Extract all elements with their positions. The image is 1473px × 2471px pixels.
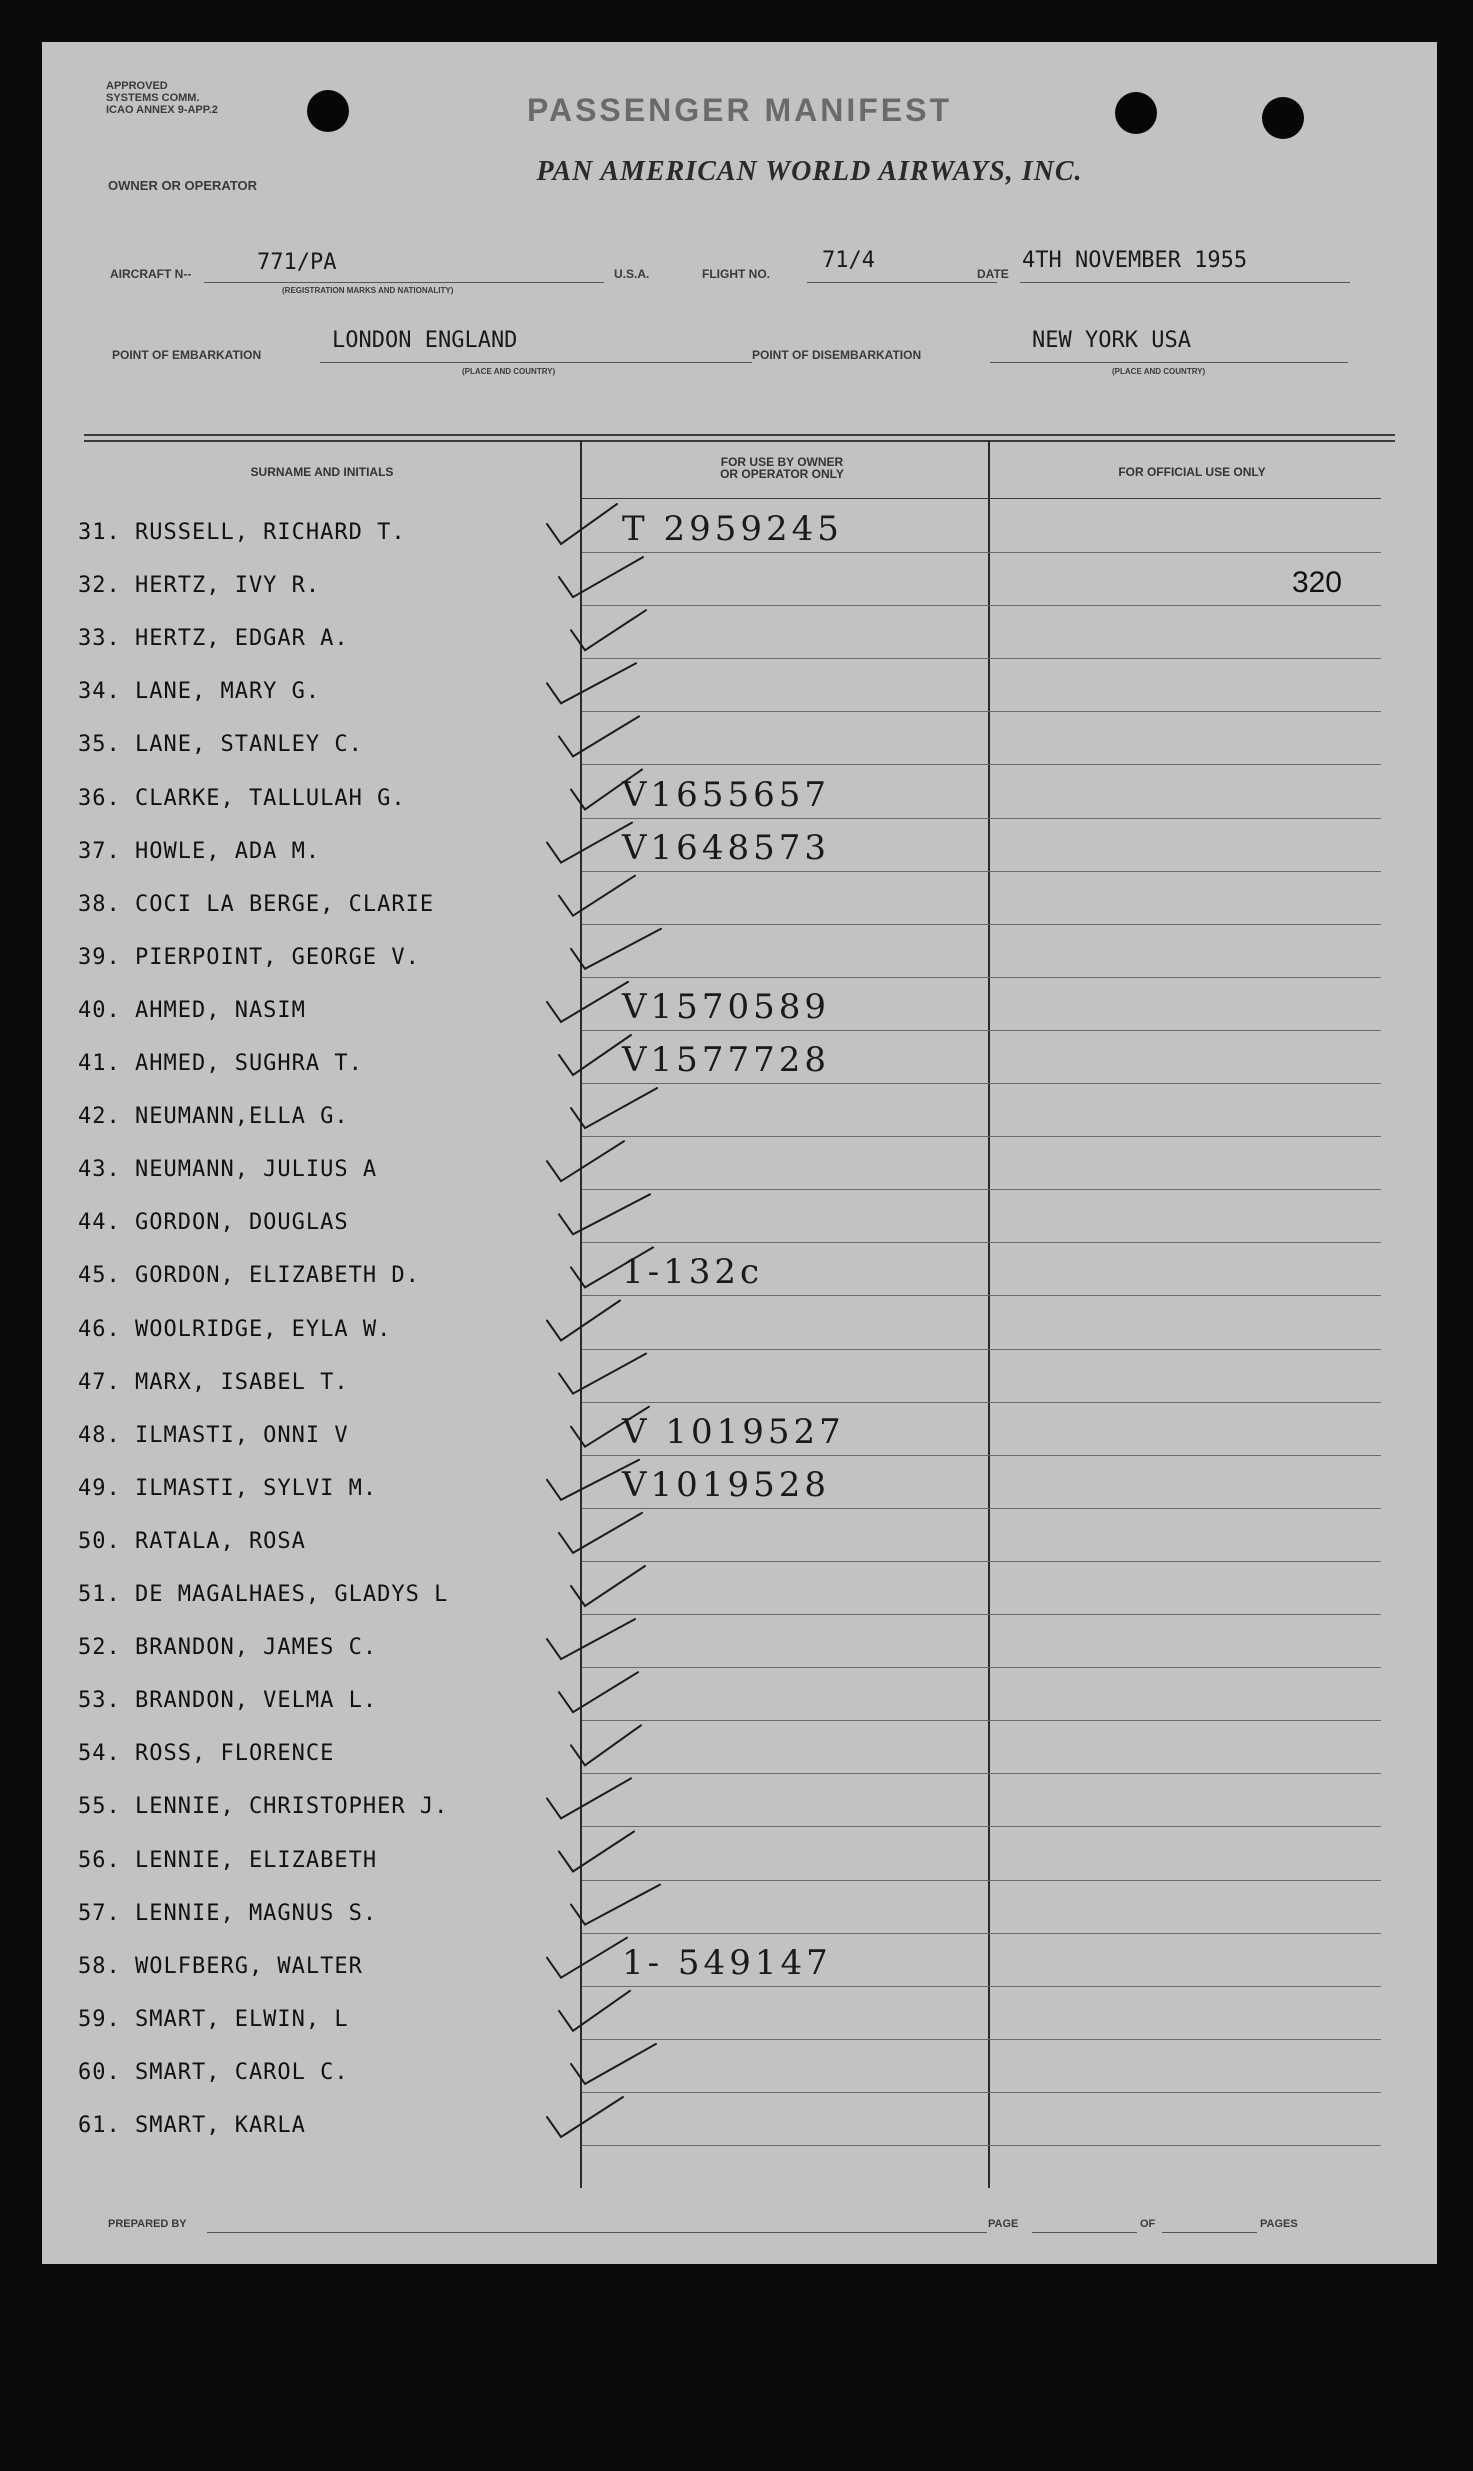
usa-label: U.S.A. — [614, 267, 650, 281]
passport-number: V 1019527 — [622, 1411, 845, 1452]
passenger-name: 58. WOLFBERG, WALTER — [78, 1953, 363, 1979]
passenger-name: 59. SMART, ELWIN, L — [78, 2006, 349, 2032]
check-mark — [559, 557, 643, 597]
surname-column-header: SURNAME AND INITIALS — [250, 465, 394, 479]
passenger-name: 47. MARX, ISABEL T. — [78, 1369, 349, 1395]
passport-number: V1019528 — [622, 1464, 830, 1505]
operator-name: PAN AMERICAN WORLD AIRWAYS, INC. — [536, 156, 1083, 187]
aircraft-label: AIRCRAFT N-- — [110, 267, 192, 281]
passenger-name: 48. ILMASTI, ONNI V — [78, 1422, 349, 1448]
official-column-header: FOR OFFICIAL USE ONLY — [1118, 465, 1266, 479]
check-mark — [571, 929, 661, 969]
owner-column-header-1: FOR USE BY OWNER — [720, 455, 844, 469]
check-mark — [571, 2044, 656, 2084]
passenger-name: 49. ILMASTI, SYLVI M. — [78, 1475, 378, 1501]
passenger-name: 39. PIERPOINT, GEORGE V. — [78, 944, 420, 970]
passenger-name: 38. COCI LA BERGE, CLARIE — [78, 891, 435, 917]
embarkation-sub-label: (PLACE AND COUNTRY) — [462, 367, 556, 376]
check-mark — [547, 982, 628, 1022]
passport-number: 1-132c — [622, 1252, 764, 1293]
check-mark — [559, 1035, 631, 1075]
passenger-name: 53. BRANDON, VELMA L. — [78, 1688, 378, 1714]
check-mark — [559, 1354, 646, 1394]
passenger-name: 44. GORDON, DOUGLAS — [78, 1210, 349, 1236]
passport-number: T 2959245 — [622, 509, 843, 549]
pages-label: PAGES — [1260, 2218, 1298, 2230]
approval-stamp: APPROVED SYSTEMS COMM. ICAO ANNEX 9-APP.2 — [106, 80, 218, 116]
prepared-by-underline — [207, 2232, 987, 2233]
passenger-name: 42. NEUMANN,ELLA G. — [78, 1104, 349, 1130]
check-mark — [547, 1301, 620, 1341]
check-mark — [559, 876, 635, 916]
handwritten-checkmarks — [42, 42, 1437, 2264]
disembarkation-value: NEW YORK USA — [1032, 328, 1191, 353]
flight-value: 71/4 — [822, 248, 875, 273]
check-mark — [547, 823, 632, 863]
check-mark — [559, 1991, 630, 2031]
passenger-name: 40. AHMED, NASIM — [78, 997, 306, 1023]
of-label: OF — [1140, 2218, 1156, 2230]
check-mark — [571, 1885, 660, 1925]
passenger-name: 43. NEUMANN, JULIUS A — [78, 1157, 378, 1183]
check-mark — [571, 1725, 641, 1765]
check-mark — [571, 1566, 645, 1606]
passenger-name: 55. LENNIE, CHRISTOPHER J. — [78, 1794, 449, 1820]
check-mark — [547, 2097, 623, 2137]
check-mark — [547, 1619, 635, 1659]
passenger-name: 36. CLARKE, TALLULAH G. — [78, 785, 406, 811]
check-mark — [559, 1194, 650, 1234]
passport-number: V1577728 — [622, 1040, 830, 1080]
aircraft-sub-label: (REGISTRATION MARKS AND NATIONALITY) — [282, 286, 454, 295]
aircraft-value: 771/PA — [257, 250, 337, 275]
page-label: PAGE — [988, 2218, 1019, 2230]
check-mark — [571, 1407, 649, 1447]
check-mark — [559, 716, 639, 756]
passenger-name: 35. LANE, STANLEY C. — [78, 732, 363, 758]
prepared-by-label: PREPARED BY — [108, 2218, 187, 2230]
passenger-name: 61. SMART, KARLA — [78, 2113, 306, 2138]
check-mark — [571, 610, 646, 650]
passenger-name: 56. LENNIE, ELIZABETH — [78, 1847, 378, 1873]
passenger-name: 41. AHMED, SUGHRA T. — [78, 1051, 363, 1076]
passenger-name: 32. HERTZ, IVY R. — [78, 573, 321, 599]
check-mark — [547, 504, 617, 544]
passport-number: V1570589 — [622, 986, 830, 1027]
passenger-name: 50. RATALA, ROSA — [78, 1528, 306, 1554]
check-mark — [571, 770, 642, 810]
passenger-name: 31. RUSSELL, RICHARD T. — [78, 520, 406, 545]
passenger-name: 60. SMART, CAROL C. — [78, 2059, 349, 2085]
disembarkation-sub-label: (PLACE AND COUNTRY) — [1112, 367, 1206, 376]
passenger-name: 33. HERTZ, EDGAR A. — [78, 626, 349, 652]
check-mark — [547, 1141, 624, 1181]
owner-column-header-2: OR OPERATOR ONLY — [720, 467, 844, 481]
passport-number: V1655657 — [622, 774, 830, 815]
page-underline — [1032, 2232, 1137, 2233]
check-mark — [547, 1938, 627, 1978]
date-value: 4TH NOVEMBER 1955 — [1022, 248, 1248, 273]
passenger-name: 46. WOOLRIDGE, EYLA W. — [78, 1316, 392, 1342]
check-mark — [571, 1247, 653, 1287]
embarkation-value: LONDON ENGLAND — [332, 328, 518, 353]
disembarkation-label: POINT OF DISEMBARKATION — [752, 348, 922, 362]
passport-number: V1648573 — [622, 827, 830, 868]
manifest-sheet — [42, 42, 1437, 2264]
check-mark — [547, 1778, 631, 1818]
check-mark — [547, 663, 636, 703]
passenger-name: 51. DE MAGALHAES, GLADYS L — [78, 1582, 449, 1607]
passenger-name: 52. BRANDON, JAMES C. — [78, 1635, 378, 1661]
date-label: DATE — [977, 267, 1009, 281]
passenger-name: 45. GORDON, ELIZABETH D. — [78, 1263, 420, 1289]
document-title: PASSENGER MANIFEST — [527, 92, 952, 128]
passenger-name: 34. LANE, MARY G. — [78, 679, 321, 705]
official-annotation: 320 — [1291, 566, 1342, 600]
owner-label: OWNER OR OPERATOR — [108, 178, 258, 193]
check-mark — [547, 1460, 639, 1500]
passenger-name: 37. HOWLE, ADA M. — [78, 838, 321, 864]
passport-number: 1- 549147 — [622, 1942, 832, 1983]
check-mark — [559, 1672, 638, 1712]
check-mark — [571, 1088, 657, 1128]
of-underline — [1162, 2232, 1257, 2233]
flight-label: FLIGHT NO. — [702, 267, 770, 281]
passenger-name: 57. LENNIE, MAGNUS S. — [78, 1900, 378, 1926]
check-mark — [559, 1832, 634, 1872]
embarkation-label: POINT OF EMBARKATION — [112, 348, 262, 362]
check-mark — [559, 1513, 642, 1553]
passenger-name: 54. ROSS, FLORENCE — [78, 1741, 335, 1767]
